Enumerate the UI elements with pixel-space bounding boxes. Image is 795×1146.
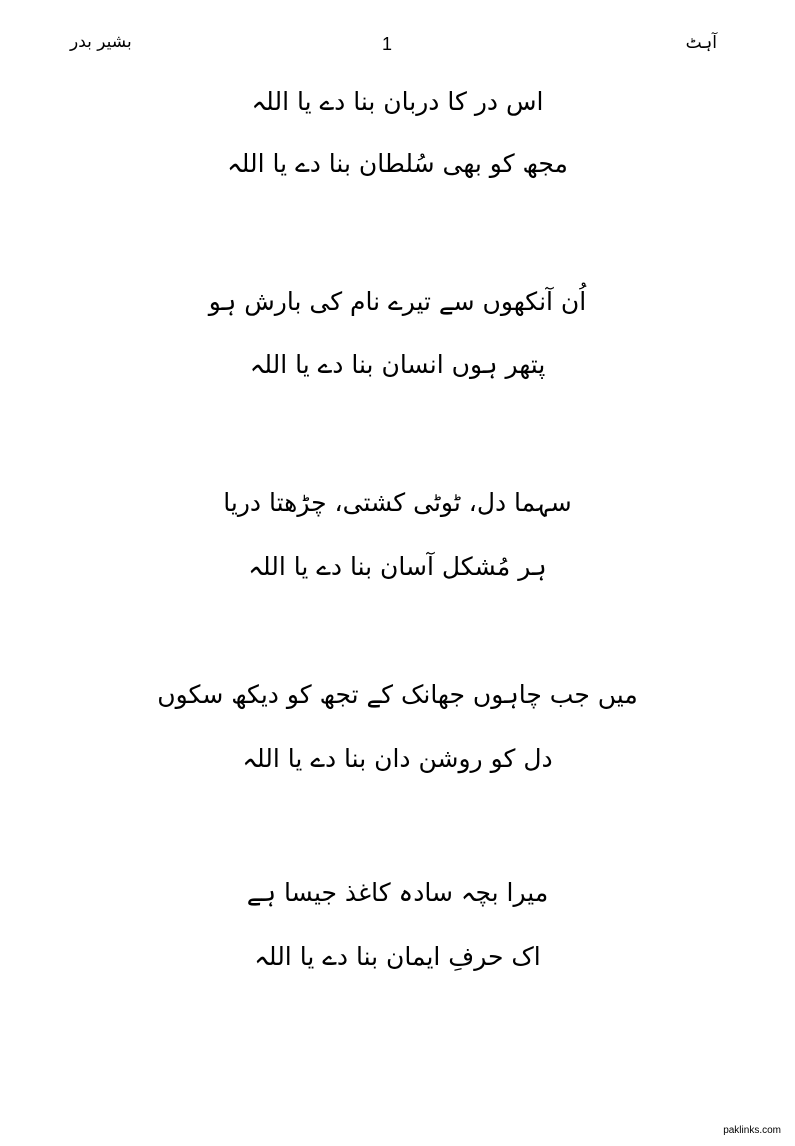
verse-line: میں جب چاہوں جھانک کے تجھ کو دیکھ سکوں (157, 680, 638, 709)
verse-line: میرا بچہ سادہ کاغذ جیسا ہے (246, 878, 549, 907)
header-book-title: آہٹ (685, 33, 717, 53)
verse-line: مجھ کو بھی سُلطان بنا دے یا اللہ (227, 149, 568, 178)
verse-line: ہر مُشکل آسان بنا دے یا اللہ (248, 552, 547, 581)
verse-line: پتھر ہوں انسان بنا دے یا اللہ (249, 350, 546, 379)
verse-line: دل کو روشن دان بنا دے یا اللہ (242, 744, 553, 773)
verse-line: سہما دل، ٹوٹی کشتی، چڑھتا دریا (223, 488, 572, 517)
verse-line: اک حرفِ ایمان بنا دے یا اللہ (254, 942, 541, 971)
verse-line: اس در کا دربان بنا دے یا اللہ (251, 87, 544, 116)
watermark: paklinks.com (723, 1125, 781, 1136)
header-author: بشیر بدر (70, 32, 132, 52)
page-number: 1 (382, 34, 393, 54)
verse-line: اُن آنکھوں سے تیرے نام کی بارش ہو (208, 287, 587, 316)
